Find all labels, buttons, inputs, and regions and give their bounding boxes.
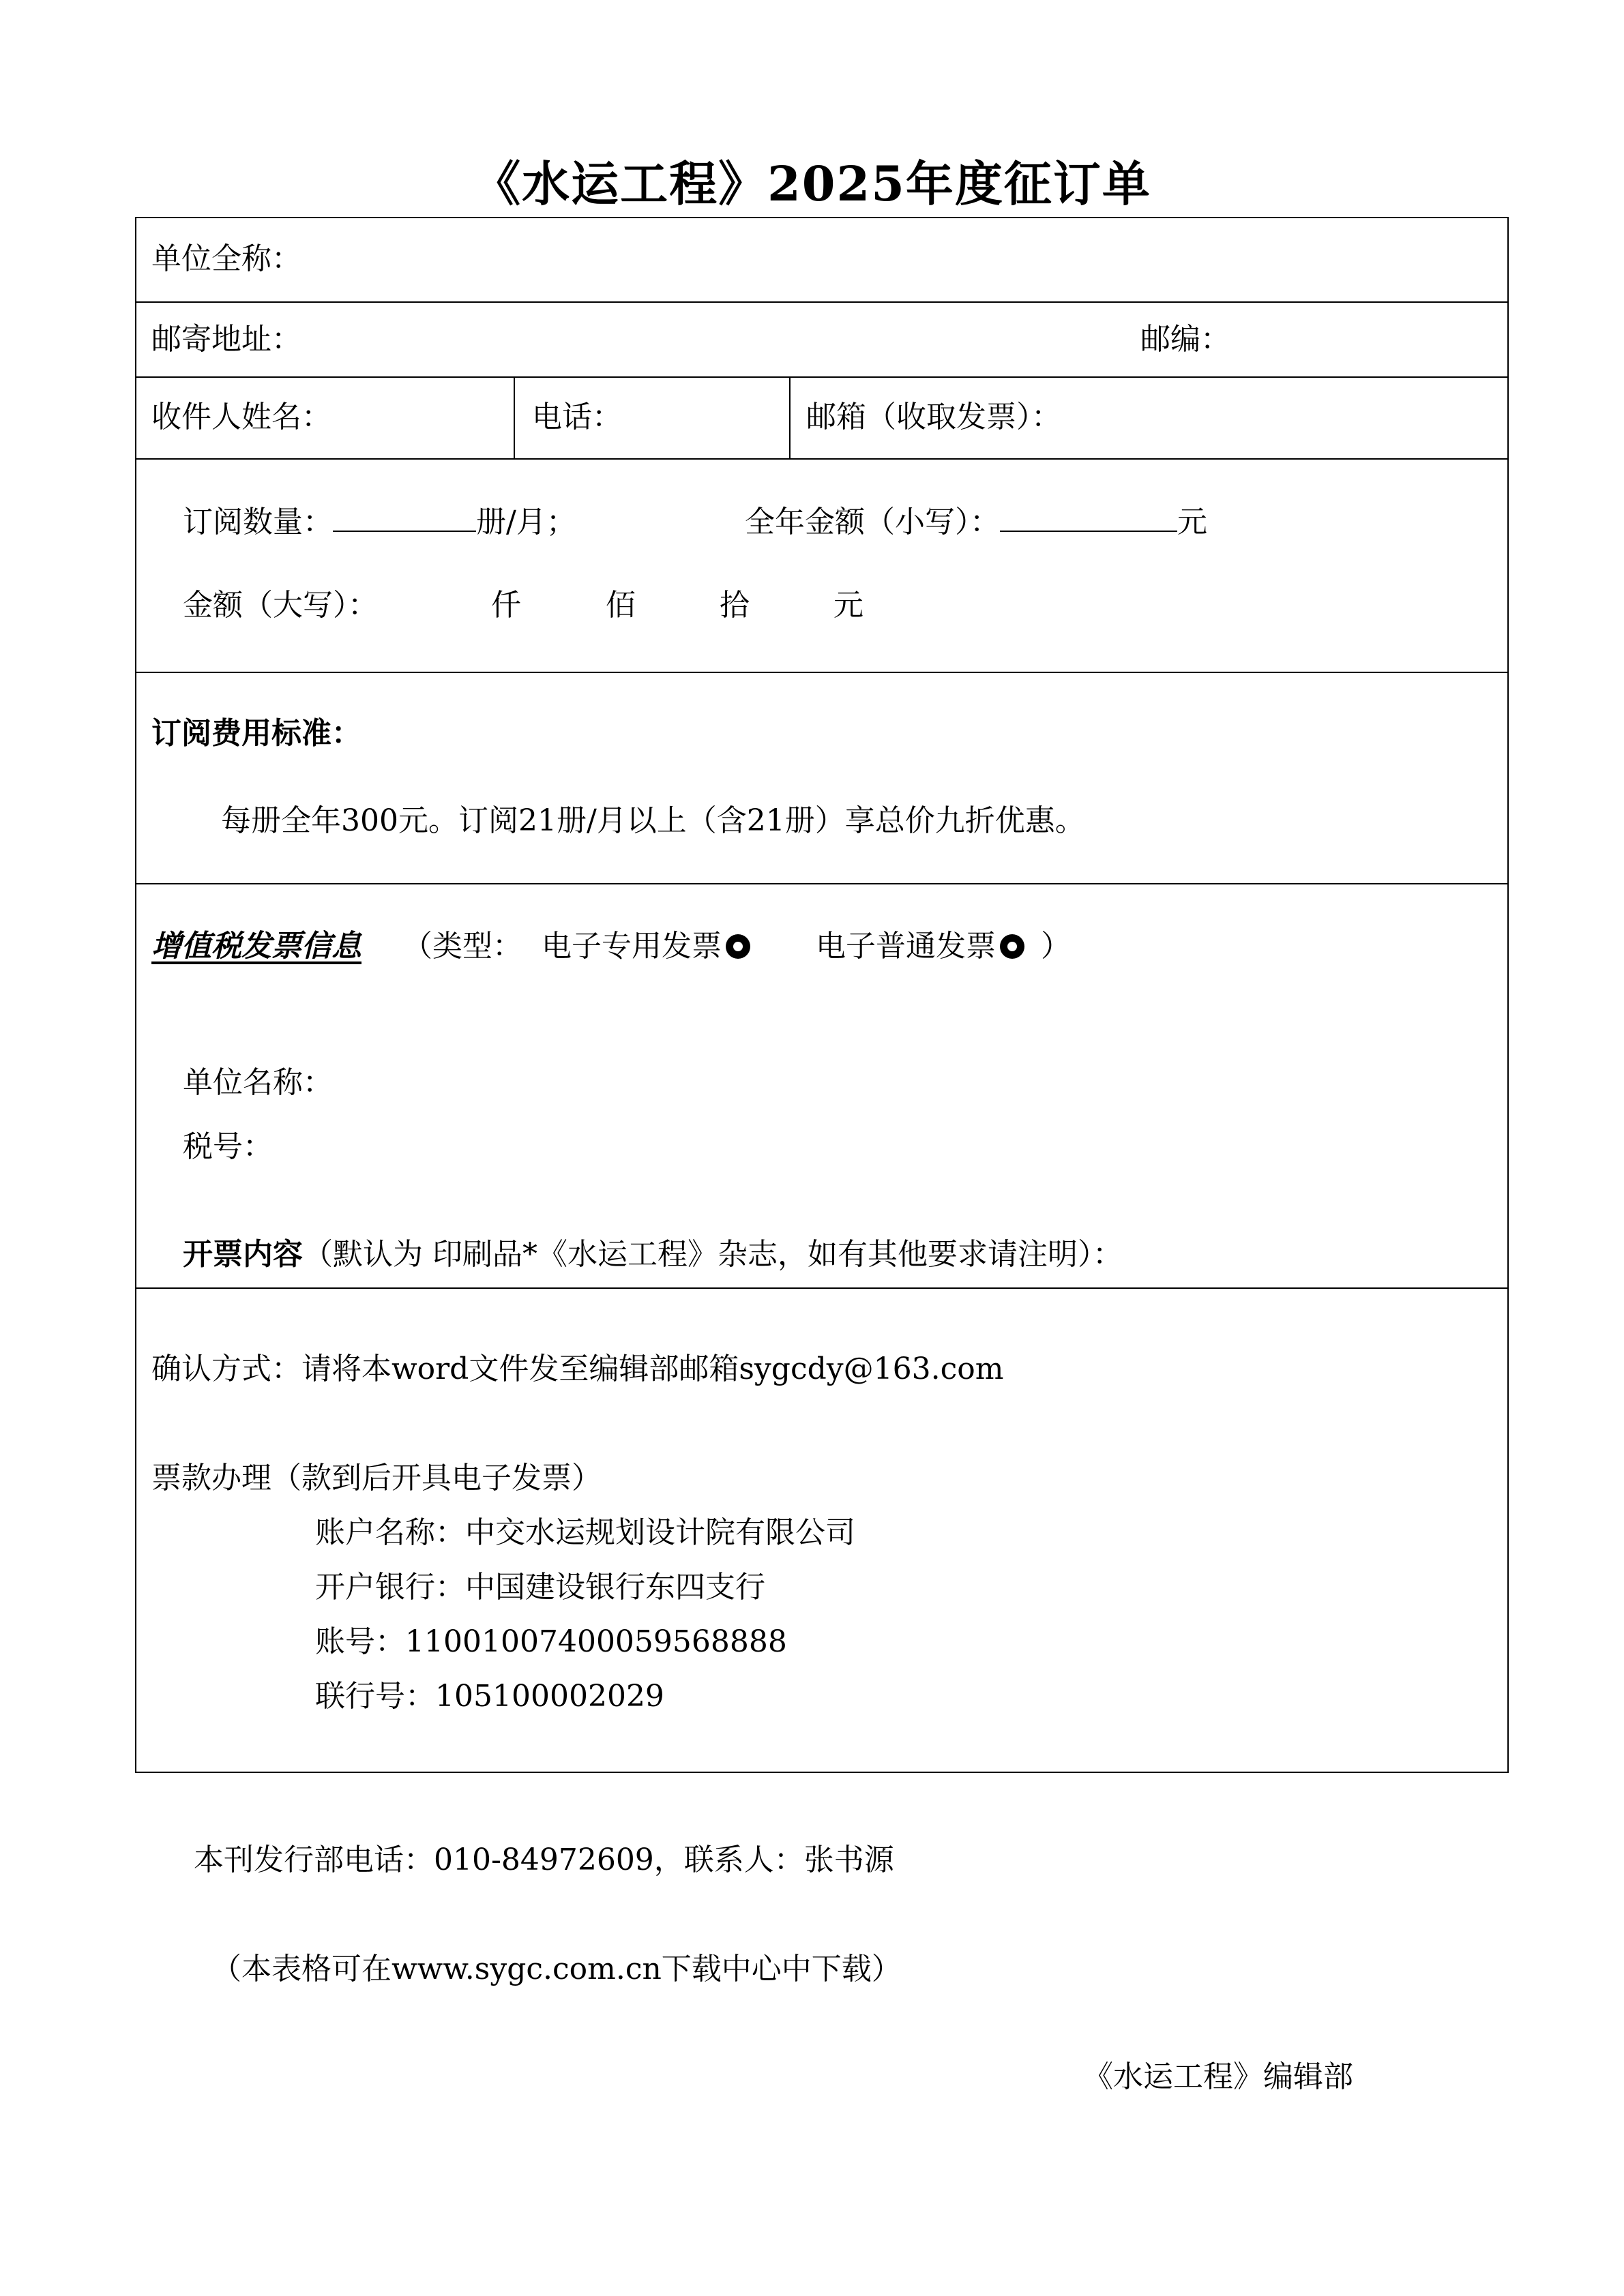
- divider: [136, 1287, 1507, 1289]
- unit-name-field[interactable]: 单位全称：: [151, 241, 301, 276]
- confirm-method: 确认方式：请将本word文件发至编辑部邮箱sygcdy@163.com: [151, 1352, 1004, 1386]
- email-field[interactable]: 邮箱（收取发票）：: [806, 400, 1061, 434]
- divider: [136, 883, 1507, 884]
- total-input[interactable]: [1000, 503, 1177, 532]
- radio-normal-invoice[interactable]: [1000, 934, 1024, 959]
- invoice-heading: 增值税发票信息: [151, 929, 361, 964]
- invoice-content-label: 开票内容: [183, 1237, 303, 1272]
- account-name: 账户名称：中交水运规划设计院有限公司: [315, 1515, 855, 1550]
- caps-unit: 元: [833, 588, 863, 623]
- quantity-input[interactable]: [333, 503, 476, 532]
- routing-number: 联行号：105100002029: [315, 1679, 664, 1714]
- caps-unit: 拾: [720, 588, 750, 623]
- invoice-type-suffix: ）: [1041, 929, 1071, 964]
- download-note: （本表格可在www.sygc.com.cn下载中心中下载）: [211, 1952, 902, 1986]
- invoice-option-normal: 电子普通发票: [816, 929, 996, 964]
- phone-field[interactable]: 电话：: [532, 400, 622, 434]
- page-title: 《水运工程》2025年度征订单: [473, 155, 1151, 212]
- invoice-type-prefix: （类型：: [402, 929, 522, 964]
- quantity-unit: 册/月；: [476, 505, 576, 539]
- invoice-type-line: [151, 927, 1071, 966]
- quantity-line: [183, 503, 576, 541]
- payment-heading: 票款办理（款到后开具电子发票）: [151, 1461, 602, 1495]
- editorial-signature: 《水运工程》编辑部: [1083, 2059, 1353, 2094]
- recipient-field[interactable]: 收件人姓名：: [151, 400, 331, 434]
- invoice-tax-field[interactable]: 税号：: [183, 1129, 273, 1164]
- postcode-field[interactable]: 邮编：: [1140, 322, 1230, 357]
- invoice-option-special: 电子专用发票: [542, 929, 722, 964]
- fee-text: 每册全年300元。订阅21册/月以上（含21册）享总价九折优惠。: [221, 803, 1085, 838]
- caps-unit: 仟: [491, 588, 521, 623]
- subscription-form: [135, 217, 1509, 1773]
- divider: [136, 301, 1507, 303]
- contact-info: 本刊发行部电话：010-84972609，联系人：张书源: [194, 1843, 894, 1877]
- total-label: 全年金额（小写）：: [745, 505, 1000, 539]
- bank-name: 开户银行：中国建设银行东四支行: [315, 1570, 765, 1605]
- total-line: [745, 503, 1207, 541]
- total-unit: 元: [1177, 505, 1207, 539]
- fee-heading: 订阅费用标准：: [151, 716, 361, 751]
- address-field[interactable]: 邮寄地址：: [151, 322, 301, 357]
- invoice-content-note[interactable]: （默认为 印刷品*《水运工程》杂志，如有其他要求请注明）：: [303, 1237, 1123, 1272]
- invoice-company-field[interactable]: 单位名称：: [183, 1065, 333, 1100]
- divider: [136, 672, 1507, 673]
- divider: [789, 376, 791, 458]
- radio-special-invoice[interactable]: [726, 934, 750, 959]
- divider: [136, 376, 1507, 378]
- caps-label: 金额（大写）：: [183, 588, 378, 623]
- divider: [136, 458, 1507, 460]
- invoice-content-line: [183, 1236, 1123, 1274]
- caps-unit: 佰: [606, 588, 636, 623]
- divider: [514, 376, 515, 458]
- account-number: 账号：11001007400059568888: [315, 1624, 787, 1659]
- quantity-label: 订阅数量：: [183, 505, 333, 539]
